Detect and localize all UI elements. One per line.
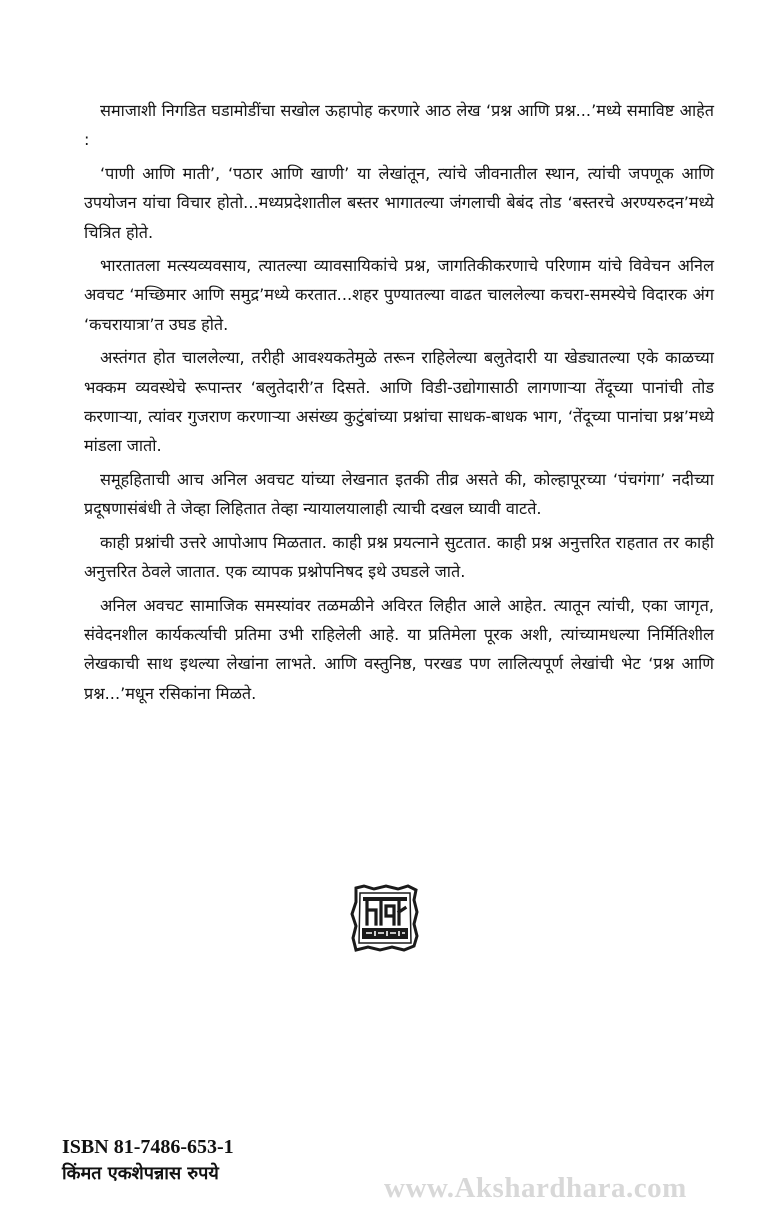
blurb-paragraph-3: भारतातला मत्स्यव्यवसाय, त्यातल्या व्यावसायिकांचे प्रश्न, जागतिकीकरणाचे परिणाम यांचे विवेचन अनिल अवचट ‘मच्छिमार आणि समुद्र’मध्ये करतात...शहर पुण्यातल्या वाढत चाललेल्या कचरा-समस्येचे विदारक अंग ‘कचरायात्रा’त उघड होते. <box>84 256 714 334</box>
blurb-paragraph-7: अनिल अवचट सामाजिक समस्यांवर तळमळीने अविरत लिहीत आले आहेत. त्यातून त्यांची, एका जागृत, संवेदनशील कार्यकर्त्याची प्रतिमा उभी राहिलेली आहे. या प्रतिमेला पूरक अशी, त्यांच्यामधल्या निर्मितिशील लेखकाची साथ इथल्या लेखांना लाभते. आणि वस्तुनिष्ठ, परखड पण लालित्यपूर्ण लेखांची भेट ‘प्रश्न आणि प्रश्न...’मधून रसिकांना मिळते. <box>84 595 714 703</box>
blurb-paragraph-6: काही प्रश्नांची उत्तरे आपोआप मिळतात. काही प्रश्न प्रयत्नाने सुटतात. काही प्रश्न अनुत्तरित राहतात तर काही अनुत्तरित ठेवले जातात. एक व्यापक प्रश्नोपनिषद इथे उघडले जाते. <box>84 532 714 582</box>
website-watermark: www.Akshardhara.com <box>384 1172 687 1204</box>
blurb-paragraph-5: समूहहिताची आच अनिल अवचट यांच्या लेखनात इतकी तीव्र असते की, कोल्हापूरच्या ‘पंचगंगा’ नदीच्या प्रदूषणासंबंधी ते जेव्हा लिहितात तेव्हा न्यायालयालाही त्याची दखल घ्यावी वाटते. <box>84 469 714 519</box>
blurb-paragraph-4: अस्तंगत होत चाललेल्या, तरीही आवश्यकतेमुळे तरून राहिलेल्या बलुतेदारी या खेड्यातल्या एके काळच्या भक्कम व्यवस्थेचे रूपान्तर ‘बलुतेदारी’त दिसते. आणि विडी-उद्योगासाठी लागणाऱ्या तेंदूच्या पानांची तोड करणाऱ्या, त्यांवर गुजराण करणाऱ्या असंख्य कुटुंबांच्या प्रश्नांचा साधक-बाधक भाग, ‘तेंदूच्या पानांचा प्रश्न’मध्ये मांडला जातो. <box>84 348 714 456</box>
blurb-text <box>84 96 714 712</box>
price-text: किंमत एकशेपन्नास रुपये <box>62 1163 219 1184</box>
isbn-number: ISBN 81-7486-653-1 <box>62 1136 234 1158</box>
publisher-logo-icon <box>350 884 420 952</box>
blurb-paragraph-1: समाजाशी निगडित घडामोडींचा सखोल ऊहापोह करणारे आठ लेख ‘प्रश्न आणि प्रश्न...’मध्ये समाविष्ट आहेत : <box>84 101 714 150</box>
blurb-paragraph-2: ‘पाणी आणि माती’, ‘पठार आणि खाणी’ या लेखांतून, त्यांचे जीवनातील स्थान, त्यांची जपणूक आणि उपयोजन यांचा विचार होतो...मध्यप्रदेशातील बस्तर भागातल्या जंगलाची बेबंद तोड ‘बस्तरचे अरण्यरुदन’मध्ये चित्रित होते. <box>84 163 714 242</box>
